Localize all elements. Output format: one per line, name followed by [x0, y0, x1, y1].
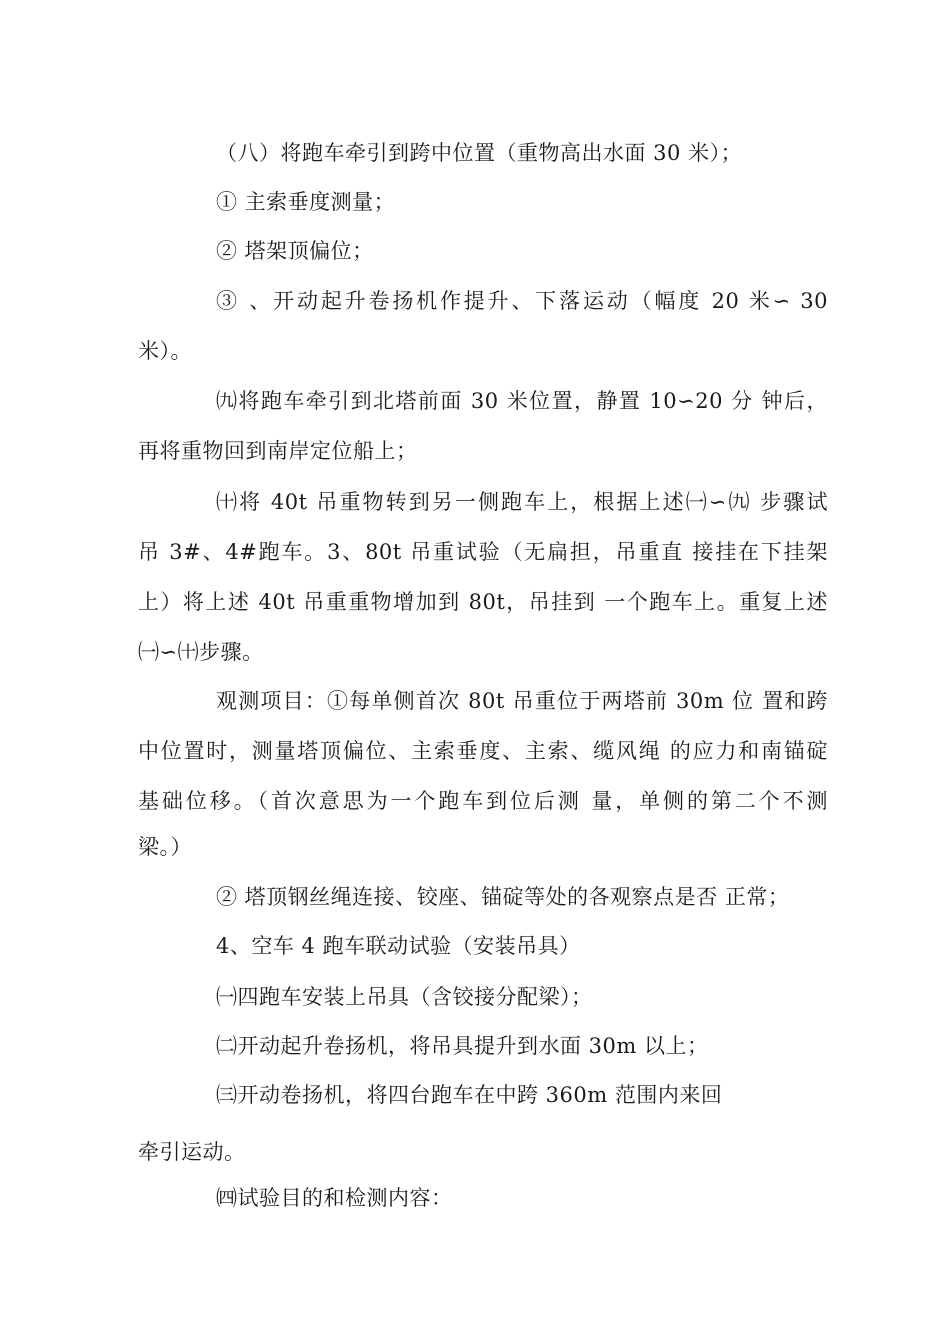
line-step-10: ㈩将 40t 吊重物转到另一侧跑车上，根据上述㈠∽㈨ 步骤试: [216, 490, 828, 514]
line-step-10-cont-2: 上）将上述 40t 吊重重物增加到 80t，吊挂到 一个跑车上。重复上述: [138, 590, 828, 614]
line-item-3: ③ 、开动起升卷扬机作提升、下落运动（幅度 20 米∽ 30: [216, 289, 828, 313]
line-observation-2: ② 塔顶钢丝绳连接、铰座、锚碇等处的各观察点是否 正常；: [216, 885, 790, 909]
line-step-9: ㈨将跑车牵引到北塔前面 30 米位置，静置 10∽20 分 钟后，: [216, 389, 828, 413]
line-section-4-step-1: ㈠四跑车安装上吊具（含铰接分配梁）；: [216, 985, 593, 1009]
line-step-10-cont-3: ㈠∽㈩步骤。: [138, 640, 264, 664]
line-step-10-cont-1: 吊 3#、4#跑车。3、80t 吊重试验（无扁担，吊重直 接挂在下挂架: [138, 540, 828, 564]
line-item-1: ① 主索垂度测量；: [216, 190, 396, 214]
line-item-2: ② 塔架顶偏位；: [216, 239, 374, 263]
line-step-8: （八）将跑车牵引到跨中位置（重物高出水面 30 米）；: [216, 141, 743, 165]
line-item-3-cont: 米）。: [138, 339, 192, 363]
line-section-4-step-3: ㈢开动卷扬机，将四台跑车在中跨 360m 范围内来回: [216, 1083, 723, 1107]
line-observation-cont-2: 基础位移。（首次意思为一个跑车到位后测 量，单侧的第二个不测: [138, 789, 828, 813]
line-section-4-step-4: ㈣试验目的和检测内容：: [216, 1186, 453, 1210]
line-observation-cont-3: 梁。）: [138, 835, 192, 859]
line-section-4-step-2: ㈡开动起升卷扬机，将吊具提升到水面 30m 以上；: [216, 1034, 709, 1058]
line-step-9-cont: 再将重物回到南岸定位船上；: [138, 439, 418, 463]
line-observation-cont-1: 中位置时，测量塔顶偏位、主索垂度、主索、缆风绳 的应力和南锚碇: [138, 739, 828, 763]
line-section-4: 4、空车 4 跑车联动试验（安装吊具）: [216, 934, 581, 958]
line-section-4-step-3-cont: 牵引运动。: [138, 1140, 246, 1164]
line-observation: 观测项目：①每单侧首次 80t 吊重位于两塔前 30m 位 置和跨: [216, 689, 828, 713]
